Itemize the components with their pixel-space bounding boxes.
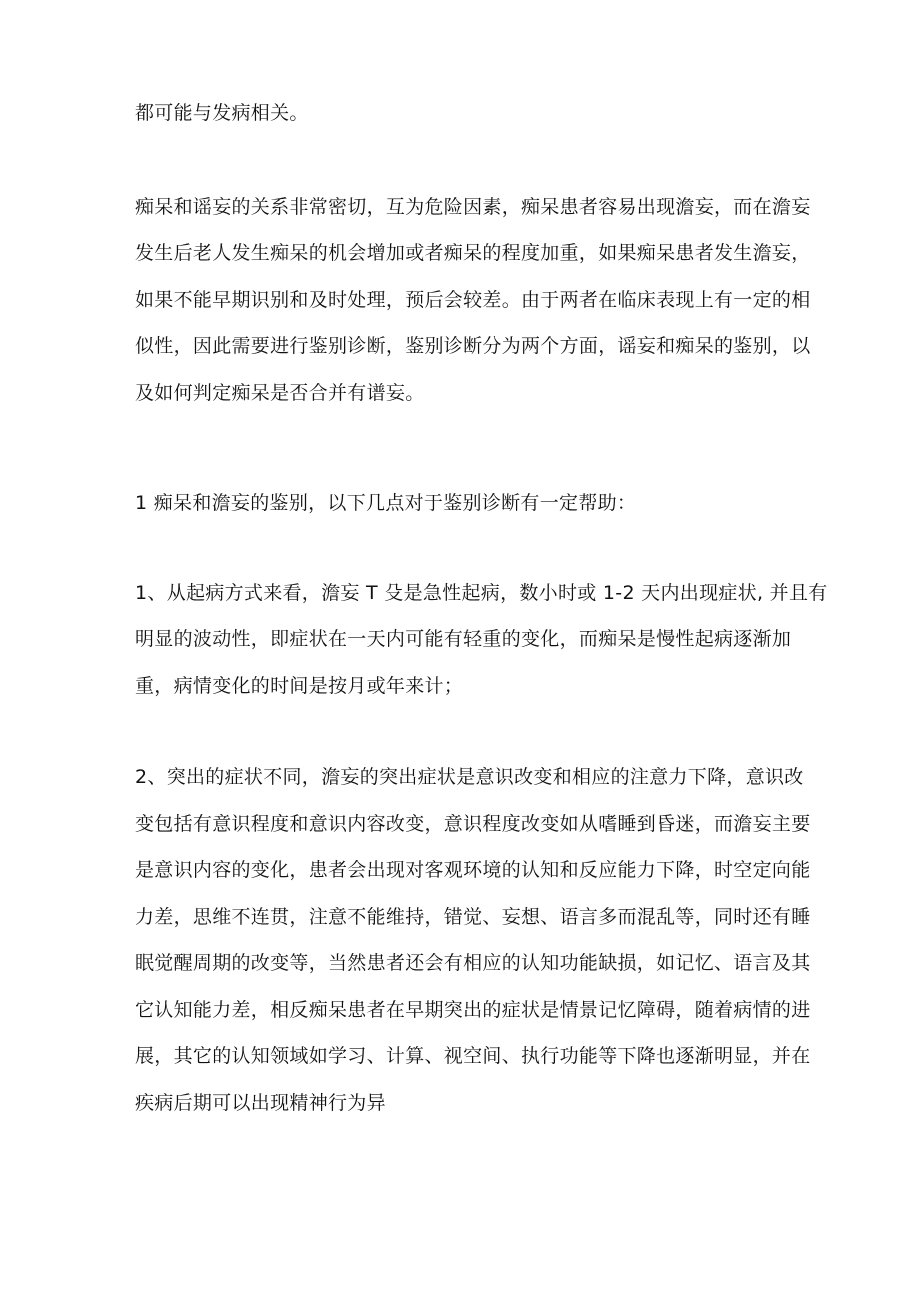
paragraph-1-line-4: 及如何判定痴呆是否合并有谱妄。 [135,382,425,404]
paragraph-3-line-2: 重，病情变化的时间是按月或年来计； [135,675,464,697]
paragraph-4-line-3: 力差，思维不连贯，注意不能维持，错觉、妄想、语言多而混乱等，同时还有睡 [135,906,811,928]
paragraph-0-line-0: 都可能与发病相关。 [135,102,309,124]
paragraph-4-line-4: 眠觉醒周期的改变等，当然患者还会有相应的认知功能缺损，如记忆、语言及其 [135,952,811,974]
paragraph-4-line-6: 展，其它的认知领域如学习、计算、视空间、执行功能等下降也逐渐明显，并在 [135,1045,811,1067]
paragraph-1-line-3: 似性，因此需要进行鉴别诊断，鉴别诊断分为两个方面，谣妄和痴呆的鉴别，以 [135,335,811,357]
paragraph-4-line-2: 是意识内容的变化，患者会出现对客观环境的认知和反应能力下降，时空定向能 [135,859,811,881]
paragraph-4-line-0: 2、突出的症状不同，澹妄的突出症状是意识改变和相应的注意力下降，意识改 [135,766,804,788]
paragraph-4-line-1: 变包括有意识程度和意识内容改变，意识程度改变如从嗜睡到昏迷，而澹妄主要 [135,813,811,835]
paragraph-3-line-0: 1、从起病方式来看，澹妄 T 殳是急性起病，数小时或 1-2 天内出现症状, 并且有 [135,582,828,604]
paragraph-1-line-1: 发生后老人发生痴呆的机会增加或者痴呆的程度加重，如果痴呆患者发生澹妄， [135,242,811,264]
paragraph-1-line-2: 如果不能早期识别和及时处理，预后会较差。由于两者在临床表现上有一定的相 [135,289,811,311]
paragraph-4-line-7: 疾病后期可以出现精神行为异 [135,1092,386,1114]
paragraph-4-line-5: 它认知能力差，相反痴呆患者在早期突出的症状是情景记忆障碍，随着病情的进 [135,999,811,1021]
paragraph-3-line-1: 明显的波动性，即症状在一天内可能有轻重的变化，而痴呆是慢性起病逐渐加 [135,628,792,650]
paragraph-1-line-0: 痴呆和谣妄的关系非常密切，互为危险因素，痴呆患者容易出现澹妄，而在澹妄 [135,196,811,218]
paragraph-2-line-0: 1 痴呆和澹妄的鉴别，以下几点对于鉴别诊断有一定帮助： [135,492,637,514]
